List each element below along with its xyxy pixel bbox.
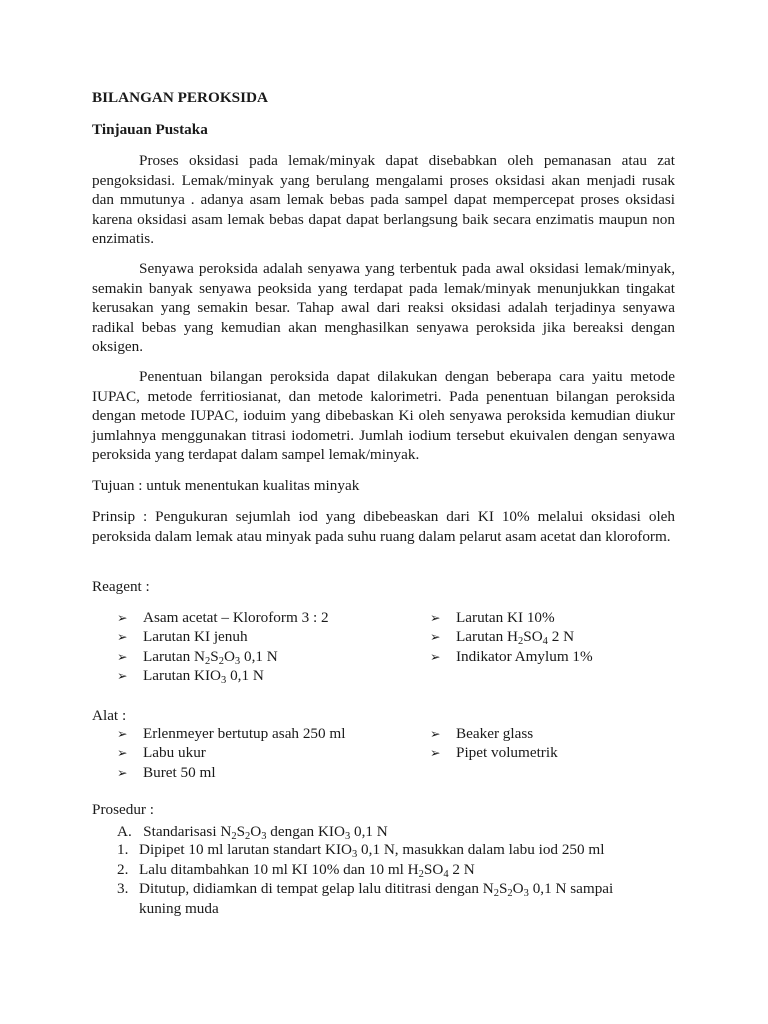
text-segment: Asam acetat – Kloroform 3 : 2	[143, 609, 329, 626]
text-segment: Lalu ditambahkan 10 ml KI 10% dan 10 ml H	[139, 860, 419, 878]
reagent-item	[117, 647, 329, 666]
subscript: 4	[443, 868, 449, 880]
text-segment: 2 N	[547, 628, 575, 646]
alat-item	[117, 763, 345, 782]
subscript: 2	[507, 888, 513, 900]
paragraph-peroksida: Senyawa peroksida adalah senyawa yang terbentuk pada awal oksidasi lemak/minyak, semakin banyak senyawa peoksida yang terdapat pada lemak/minyak menunjukkan tingakat kerusakan yang semakin besar. Tahap awal dari reaksi oksidasi adalah terjadinya senyawa radikal bebas yang kemudian akan menghasilkan senyawa peroksida jika bereaksi dengan oksigen.	[92, 260, 675, 356]
arrow-bullet-icon: ➢	[117, 629, 128, 645]
section-marker: A.	[117, 823, 132, 840]
subscript: 2	[418, 868, 424, 880]
subscript: 3	[344, 831, 351, 842]
subscript: 3	[352, 849, 358, 860]
text-segment: SO	[423, 860, 444, 878]
text-segment: dengan KIO	[266, 823, 345, 840]
text-segment: 2 N	[448, 860, 475, 878]
step-number: 2.	[117, 860, 129, 878]
procedure-step	[117, 860, 657, 880]
subscript: 2	[218, 655, 224, 667]
alat-list-right	[430, 724, 558, 763]
prosedur-heading: Prosedur :	[92, 801, 155, 818]
text-segment: Indikator Amylum 1%	[456, 647, 593, 665]
text-segment: O	[512, 880, 524, 898]
subscript: 3	[523, 888, 529, 900]
text-segment: Larutan KIO	[143, 667, 222, 685]
paragraph-oksidasi: Proses oksidasi pada lemak/minyak dapat disebabkan oleh pemanasan atau zat pengoksidasi. Lemak/minyak yang berulang mengalami proses oksidasi akan menjadi rusak dan mmutunya . adanya asam lemak bebas pada sampel dapat mempercepat proses oksidasi karena oksidasi asam lemak bebas dapat dapat berlangsung baik secara enzimatis maupun non enzimatis.	[92, 152, 675, 248]
reagent-item	[117, 627, 329, 646]
text-segment: Standarisasi N	[143, 823, 232, 840]
procedure-step	[117, 879, 657, 918]
subscript: 4	[542, 636, 548, 648]
section-heading: Tinjauan Pustaka	[92, 121, 208, 138]
text-segment: O	[223, 647, 235, 665]
text-segment: 0,1 N, masukkan dalam labu iod 250 ml	[357, 841, 605, 858]
text-segment: SO	[523, 628, 543, 646]
text-segment: S	[210, 647, 219, 665]
reagent-item	[430, 627, 593, 646]
text-segment: Larutan H	[456, 628, 518, 646]
text-segment: Labu ukur	[143, 744, 206, 762]
text-segment: Buret 50 ml	[143, 763, 216, 781]
arrow-bullet-icon: ➢	[117, 745, 128, 761]
reagent-item	[117, 608, 329, 627]
arrow-bullet-icon: ➢	[117, 668, 128, 684]
arrow-bullet-icon: ➢	[117, 648, 128, 664]
reagent-item	[117, 666, 329, 685]
subscript: 3	[261, 831, 267, 842]
reagent-item	[430, 647, 593, 666]
tujuan-text: Tujuan : untuk menentukan kualitas minyak	[92, 477, 360, 494]
reagent-list-right	[430, 608, 593, 666]
alat-item	[117, 724, 345, 743]
subscript: 2	[518, 636, 524, 648]
arrow-bullet-icon: ➢	[430, 629, 441, 645]
arrow-bullet-icon: ➢	[117, 764, 128, 780]
text-segment: O	[250, 823, 262, 840]
step-number: 1.	[117, 841, 129, 858]
text-segment: 0,1 N	[350, 823, 388, 840]
arrow-bullet-icon: ➢	[117, 610, 128, 625]
prinsip-text: Prinsip : Pengukuran sejumlah iod yang dibebeaskan dari KI 10% melalui oksidasi oleh peroksida dalam lemak atau minyak pada suhu ruang dalam pelarut asam acetat dan kloroform.	[92, 508, 675, 545]
procedure-step	[117, 840, 657, 860]
text-segment: S	[236, 823, 246, 840]
text-segment: 0,1 N	[226, 667, 264, 685]
alat-item	[117, 743, 345, 762]
arrow-bullet-icon: ➢	[430, 726, 441, 741]
prosedur-steps	[117, 840, 657, 918]
arrow-bullet-icon: ➢	[430, 648, 441, 664]
text-segment: Ditutup, didiamkan di tempat gelap lalu dititrasi dengan N	[139, 880, 494, 898]
arrow-bullet-icon: ➢	[430, 610, 441, 625]
reagent-item	[430, 608, 593, 627]
subscript: 3	[234, 655, 241, 667]
text-segment: Erlenmeyer bertutup asah 250 ml	[143, 725, 346, 742]
alat-item	[430, 743, 558, 762]
text-segment: Pipet volumetrik	[456, 744, 558, 762]
subscript: 2	[493, 888, 499, 900]
alat-list-left	[117, 724, 345, 782]
arrow-bullet-icon: ➢	[117, 726, 128, 741]
alat-item	[430, 724, 558, 743]
subscript: 2	[205, 655, 211, 667]
step-number: 3.	[117, 880, 129, 898]
text-segment: Dipipet 10 ml larutan standart KIO	[139, 841, 352, 858]
text-segment: Beaker glass	[456, 725, 534, 742]
arrow-bullet-icon: ➢	[430, 745, 441, 761]
paragraph-penentuan: Penentuan bilangan peroksida dapat dilakukan dengan beberapa cara yaitu metode IUPAC, metode ferritiosianat, dan metode kalorimetri. Pada penentuan bilangan peroksida dengan metode IUPAC, ioduim yang dibebaskan Ki oleh senyawa peroksida kemudian diukur jumlahnya menggunakan titrasi iodometri. Jumlah iodium tersebut ekuivalen dengan senyawa peroksida yang terdapat dalam sampel lemak/minyak.	[92, 368, 675, 464]
alat-heading: Alat :	[92, 707, 127, 724]
reagent-heading: Reagent :	[92, 578, 150, 595]
subscript: 2	[245, 831, 251, 842]
text-segment: S	[498, 880, 508, 898]
section-title	[143, 823, 388, 840]
text-segment: 0,1 N	[240, 647, 278, 665]
text-segment: Larutan KI jenuh	[143, 628, 248, 646]
document-title: BILANGAN PEROKSIDA	[92, 89, 268, 106]
prosedur-section-a	[117, 822, 388, 842]
text-segment: Larutan N	[143, 647, 205, 665]
subscript: 2	[231, 831, 237, 842]
subscript: 3	[221, 675, 227, 687]
reagent-list-left	[117, 608, 329, 686]
text-segment: 0,1 N sampai kuning muda	[139, 880, 614, 917]
text-segment: Larutan KI 10%	[456, 609, 555, 626]
